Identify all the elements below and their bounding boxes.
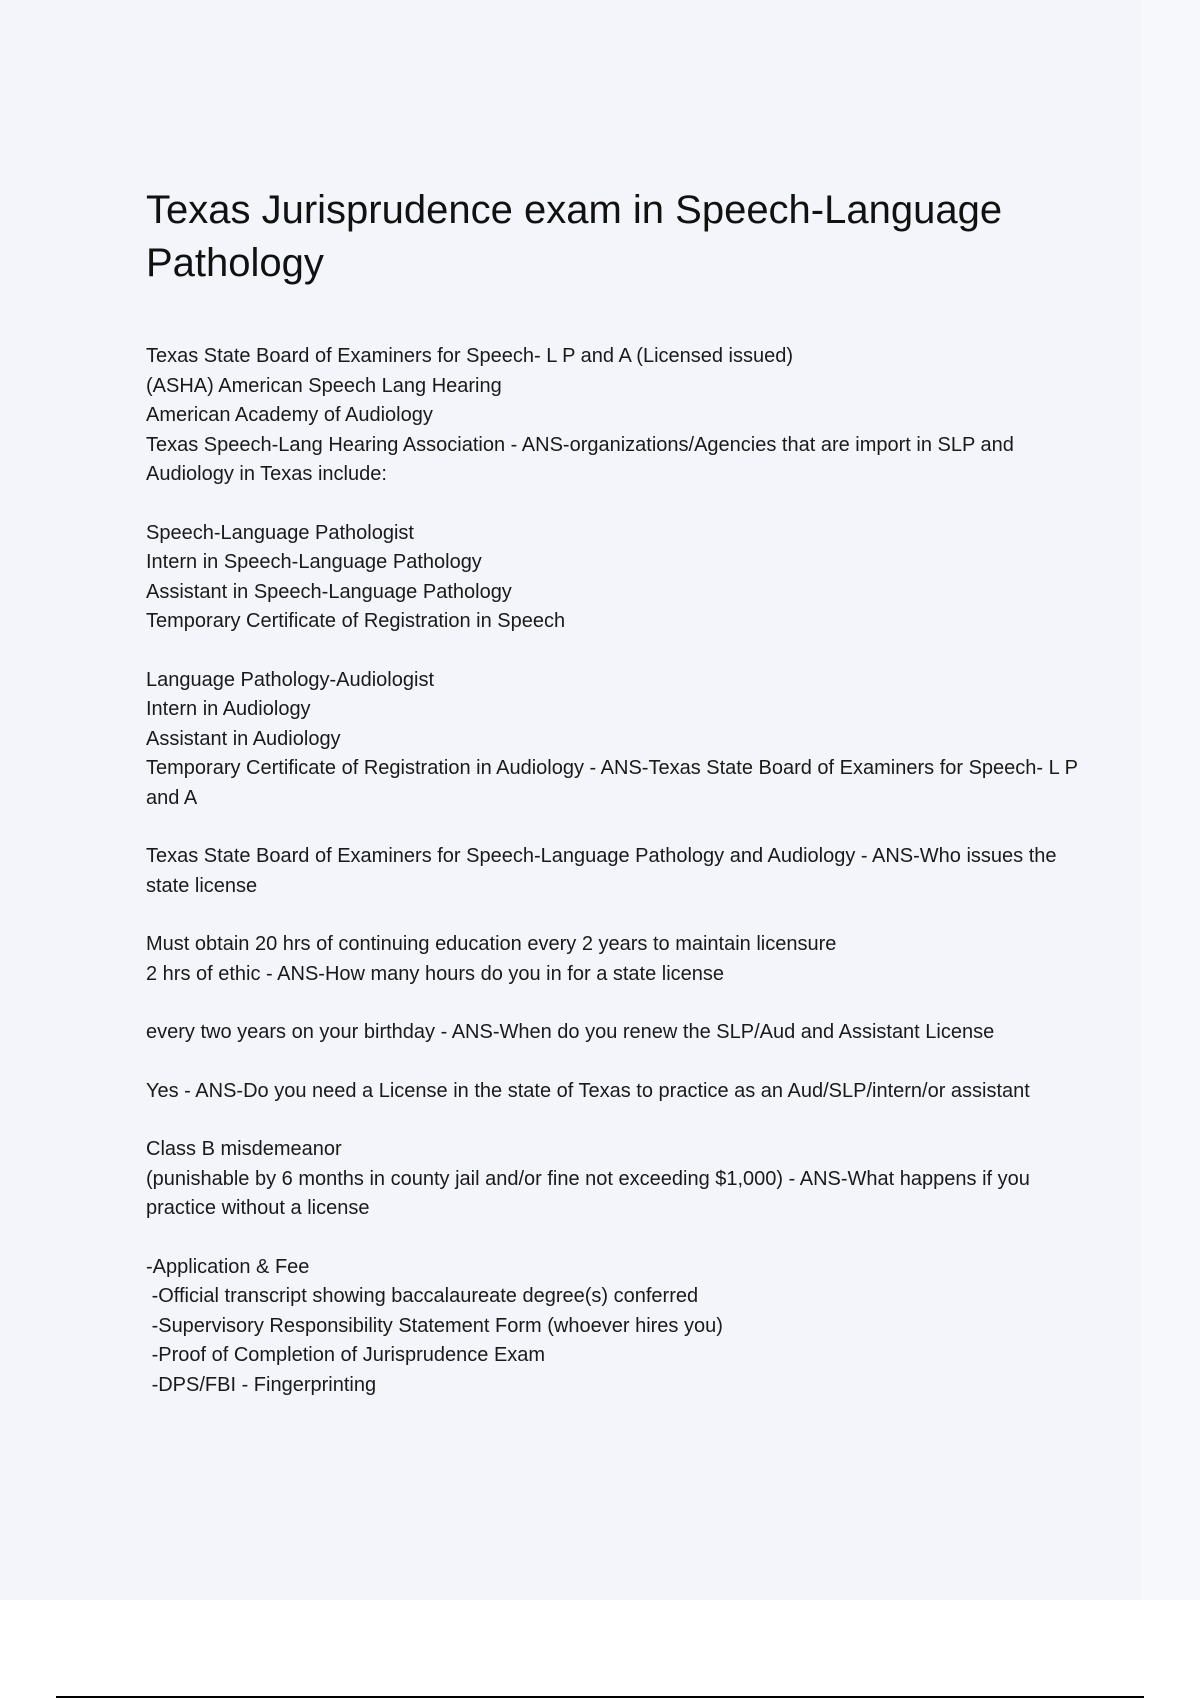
text-line: Speech-Language Pathologist bbox=[146, 521, 414, 544]
text-line: -DPS/FBI - Fingerprinting bbox=[146, 1373, 377, 1396]
text-line: Temporary Certificate of Registration in Speech bbox=[146, 610, 566, 632]
text-line: every two years on your birthday - ANS-When do you renew the SLP/Aud and Assistant License bbox=[146, 1021, 995, 1043]
text-line: -Application & Fee bbox=[146, 1255, 310, 1278]
text-line: -Official transcript showing baccalaureate degree(s) conferred bbox=[146, 1285, 699, 1307]
text-line: 2 hrs of ethic - ANS-How many hours do you in for a state license bbox=[146, 962, 725, 985]
text-line: Assistant in Audiology bbox=[146, 727, 341, 750]
text-line: Temporary Certificate of Registration in Audiology - ANS-Texas State Board of Examiners for Speech- L P and A bbox=[146, 757, 1084, 809]
text-line: Texas State Board of Examiners for Speech- L P and A (Licensed issued) bbox=[146, 345, 794, 367]
document-section bbox=[146, 1018, 1096, 1048]
text-line: Assistant in Speech-Language Pathology bbox=[146, 580, 512, 603]
document-section bbox=[146, 1135, 1096, 1224]
document-section bbox=[146, 666, 1096, 814]
document-title: Texas Jurisprudence exam in Speech-Language Pathology bbox=[146, 188, 1003, 285]
text-line: Intern in Speech-Language Pathology bbox=[146, 551, 482, 573]
page-right-margin bbox=[1142, 0, 1200, 1600]
document-section bbox=[146, 842, 1096, 901]
text-line: American Academy of Audiology bbox=[146, 404, 433, 426]
document-section bbox=[146, 1077, 1096, 1107]
document-section bbox=[146, 1253, 1096, 1401]
text-line: Class B misdemeanor bbox=[146, 1138, 342, 1160]
document-section bbox=[146, 930, 1096, 989]
text-line: Texas Speech-Lang Hearing Association - ANS-organizations/Agencies that are import in SLP and Audiology in Texas include: bbox=[146, 433, 1019, 485]
document-section bbox=[146, 342, 1096, 490]
text-line: (ASHA) American Speech Lang Hearing bbox=[146, 374, 502, 397]
text-line: Intern in Audiology bbox=[146, 698, 311, 720]
text-line: Language Pathology-Audiologist bbox=[146, 668, 434, 691]
text-line: -Supervisory Responsibility Statement Form (whoever hires you) bbox=[146, 1314, 723, 1337]
text-line: (punishable by 6 months in county jail and/or fine not exceeding $1,000) - ANS-What happens if you practice without a license bbox=[146, 1167, 1036, 1219]
document-content bbox=[146, 184, 1096, 1429]
text-line: Yes - ANS-Do you need a License in the state of Texas to practice as an Aud/SLP/intern/or assistant bbox=[146, 1079, 1030, 1102]
text-line: Must obtain 20 hrs of continuing education every 2 years to maintain licensure bbox=[146, 933, 837, 955]
document-section bbox=[146, 519, 1096, 637]
text-line: -Proof of Completion of Jurisprudence Exam bbox=[146, 1344, 546, 1366]
text-line: Texas State Board of Examiners for Speech-Language Pathology and Audiology - ANS-Who issues the state license bbox=[146, 845, 1063, 897]
footer-divider bbox=[56, 1696, 1144, 1698]
